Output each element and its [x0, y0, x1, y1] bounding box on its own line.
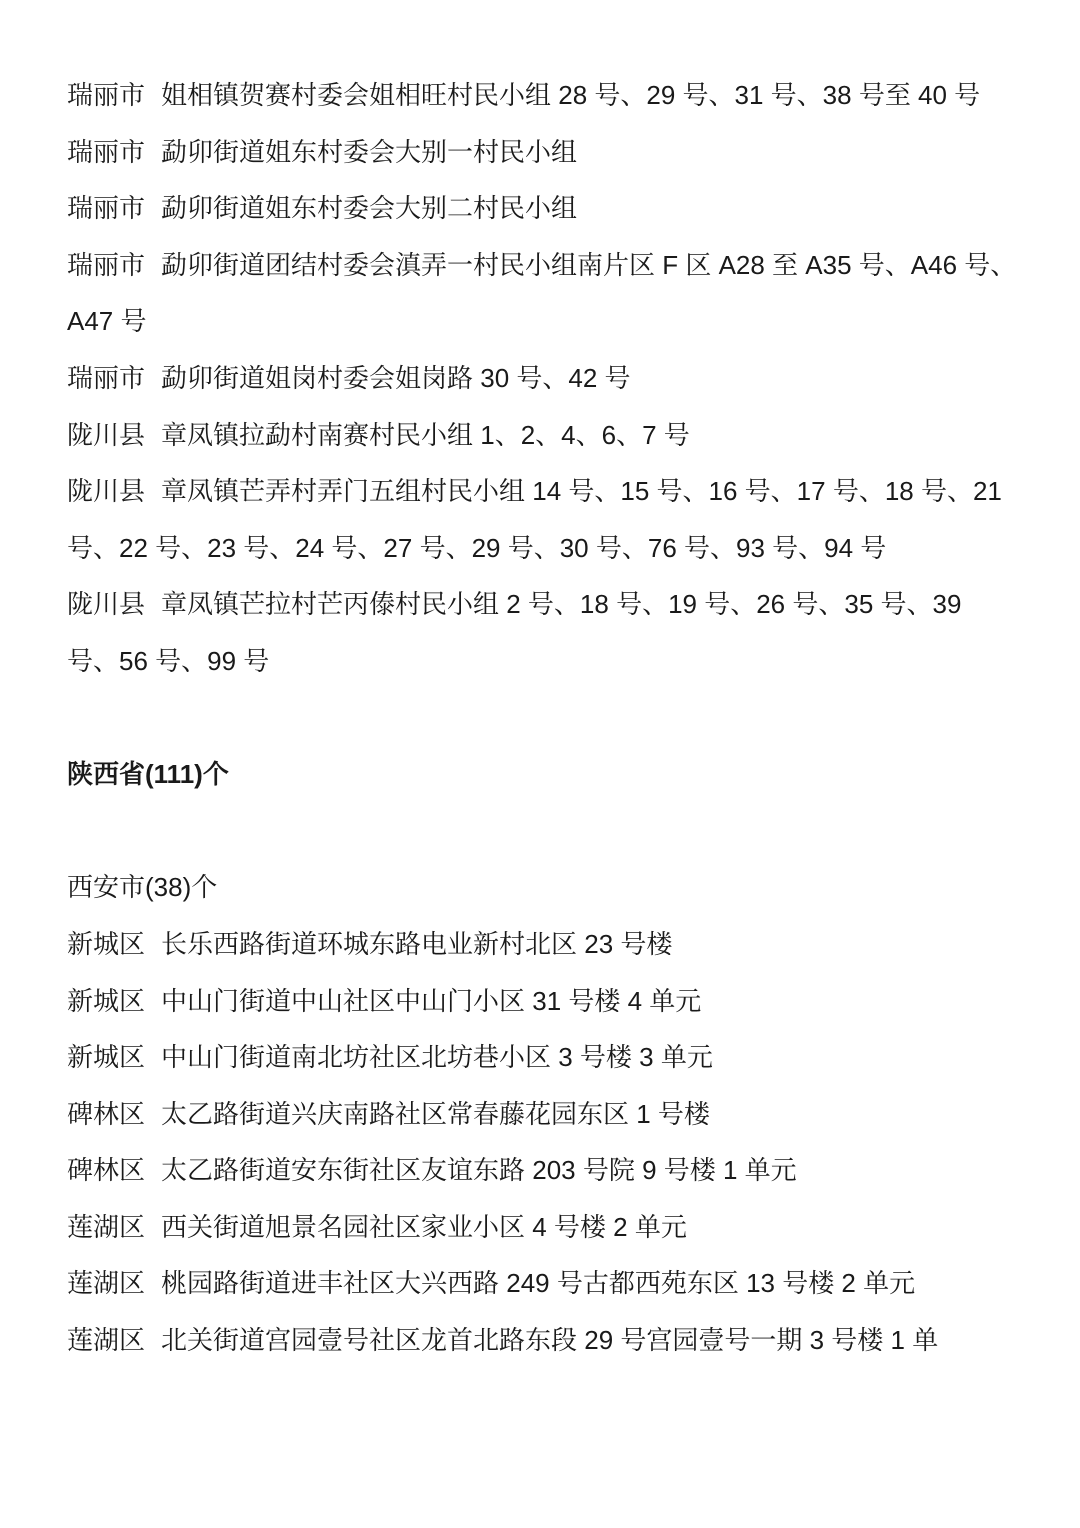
region-name: 瑞丽市 — [67, 193, 146, 224]
address-text: 太乙路街道安东街社区友谊东路 203 号院 9 号楼 1 单元 — [161, 1155, 797, 1186]
region-name: 莲湖区 — [67, 1325, 146, 1356]
list-item — [67, 916, 1019, 973]
region-name: 瑞丽市 — [67, 249, 146, 280]
list-item — [67, 973, 1019, 1030]
spacer — [67, 690, 1019, 747]
address-text: 勐卯街道团结村委会滇弄一村民小组南片区 F 区 A28 至 A35 号、A46 号、A47 号 — [67, 249, 1017, 337]
region-name: 新城区 — [67, 985, 146, 1016]
address-text: 勐卯街道姐东村委会大别二村民小组 — [161, 193, 578, 224]
list-item — [67, 350, 1019, 407]
spacer — [67, 803, 1019, 860]
region-name: 瑞丽市 — [67, 80, 146, 110]
city-heading: 西安市(38)个 — [67, 872, 218, 903]
region-name: 碑林区 — [67, 1098, 146, 1129]
region-name: 莲湖区 — [67, 1211, 146, 1242]
list-item — [67, 1312, 1019, 1369]
address-text: 北关街道宫园壹号社区龙首北路东段 29 号宫园壹号一期 3 号楼 1 单 — [161, 1325, 939, 1356]
list-item — [67, 124, 1019, 181]
region-name: 瑞丽市 — [67, 362, 146, 393]
list-item — [67, 1142, 1019, 1199]
region-name: 陇川县 — [67, 476, 146, 507]
address-text: 中山门街道中山社区中山门小区 31 号楼 4 单元 — [161, 985, 702, 1016]
region-name: 新城区 — [67, 928, 146, 959]
address-text: 太乙路街道兴庆南路社区常春藤花园东区 1 号楼 — [161, 1098, 710, 1129]
list-item — [67, 463, 1019, 576]
list-item — [67, 180, 1019, 237]
region-name: 新城区 — [67, 1042, 146, 1073]
region-name: 碑林区 — [67, 1155, 146, 1186]
xian-list — [67, 916, 1019, 1369]
region-name: 莲湖区 — [67, 1268, 146, 1299]
address-text: 中山门街道南北坊社区北坊巷小区 3 号楼 3 单元 — [161, 1042, 713, 1073]
address-text: 章凤镇芒拉村芒丙傣村民小组 2 号、18 号、19 号、26 号、35 号、39 号、56 号、99 号 — [67, 589, 962, 676]
region-name: 陇川县 — [67, 589, 146, 620]
address-text: 长乐西路街道环城东路电业新村北区 23 号楼 — [161, 928, 673, 959]
list-item — [67, 407, 1019, 464]
address-text: 勐卯街道姐岗村委会姐岗路 30 号、42 号 — [161, 362, 631, 393]
province-heading: 陕西省(111)个 — [67, 759, 229, 790]
list-item — [67, 1255, 1019, 1312]
address-text: 章凤镇拉勐村南赛村民小组 1、2、4、6、7 号 — [161, 419, 690, 450]
list-item — [67, 1199, 1019, 1256]
document-page — [67, 67, 1019, 1369]
region-name: 陇川县 — [67, 419, 146, 450]
region-name: 瑞丽市 — [67, 136, 146, 167]
list-item — [67, 67, 1019, 124]
address-text: 桃园路街道进丰社区大兴西路 249 号古都西苑东区 13 号楼 2 单元 — [161, 1268, 916, 1299]
list-item — [67, 1086, 1019, 1143]
list-item — [67, 576, 1019, 689]
address-text: 章凤镇芒弄村弄门五组村民小组 14 号、15 号、16 号、17 号、18 号、21 号、22 号、23 号、24 号、27 号、29 号、30 号、76 号、93 号、94 号 — [67, 476, 1002, 563]
address-text: 勐卯街道姐东村委会大别一村民小组 — [161, 136, 578, 167]
yunnan-list — [67, 67, 1019, 690]
list-item — [67, 237, 1019, 350]
list-item — [67, 1029, 1019, 1086]
address-text: 姐相镇贺赛村委会姐相旺村民小组 28 号、29 号、31 号、38 号至 40 号 — [161, 80, 981, 110]
address-text: 西关街道旭景名园社区家业小区 4 号楼 2 单元 — [161, 1211, 687, 1242]
